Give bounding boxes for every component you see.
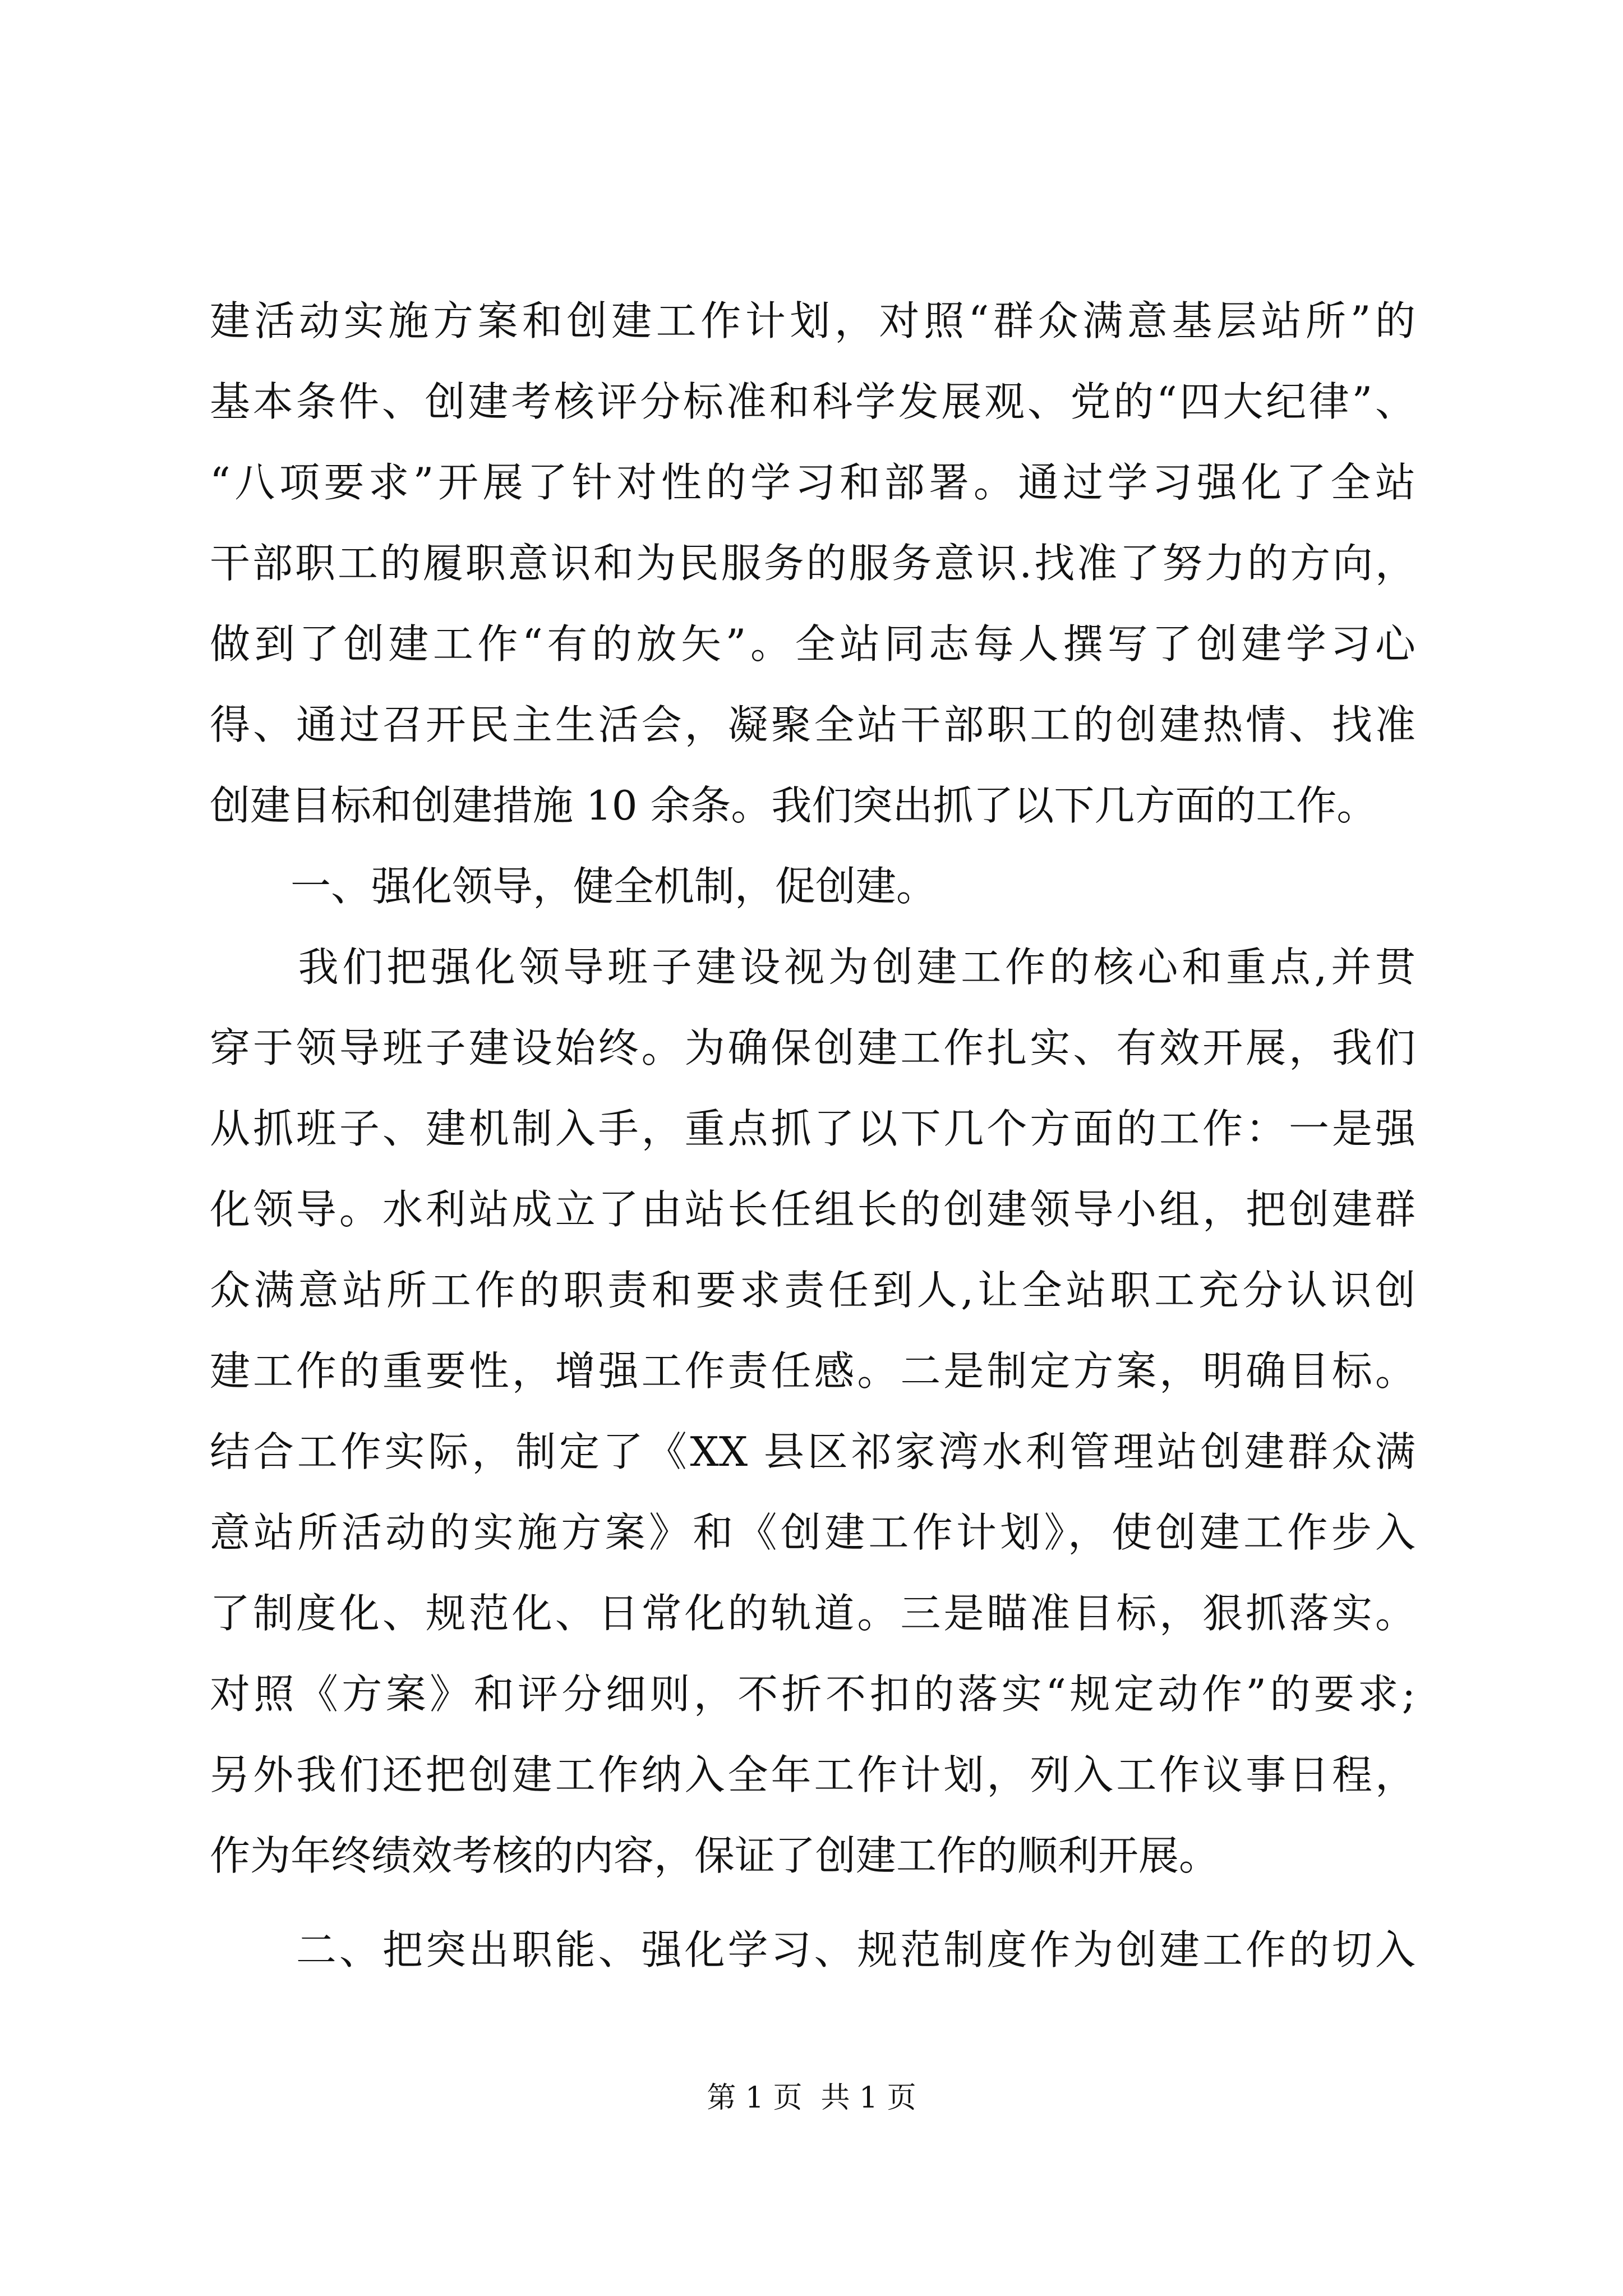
section-heading-2: 二、把突出职能、强化学习、规范制度作为创建工作的切入	[210, 1926, 1415, 1973]
section-heading-1: 一、强化领导，健全机制，促创建。	[210, 863, 937, 910]
text-line-15: 结合工作实际，制定了《XX 县区祁家湾水利管理站创建群众满	[210, 1428, 1415, 1475]
text-line-20: 作为年终绩效考核的内容，保证了创建工作的顺利开展。	[210, 1832, 1220, 1879]
text-line-4: 干部职工的履职意识和为民服务的服务意识.找准了努力的方向，	[210, 540, 1415, 587]
text-line-13: 众满意站所工作的职责和要求责任到人,让全站职工充分认识创	[210, 1267, 1415, 1314]
text-line-11: 从抓班子、建机制入手，重点抓了以下几个方面的工作：一是强	[210, 1105, 1415, 1152]
page-number-footer: 第 1 页 共 1 页	[707, 2081, 916, 2115]
text-line-16: 意站所活动的实施方案》和《创建工作计划》，使创建工作步入	[210, 1509, 1415, 1556]
text-line-5: 做到了创建工作“有的放矢”。全站同志每人撰写了创建学习心	[210, 620, 1415, 668]
text-line-19: 另外我们还把创建工作纳入全年工作计划，列入工作议事日程，	[210, 1751, 1415, 1798]
text-line-10: 穿于领导班子建设始终。为确保创建工作扎实、有效开展，我们	[210, 1024, 1415, 1071]
text-line-14: 建工作的重要性，增强工作责任感。二是制定方案，明确目标。	[210, 1347, 1415, 1395]
text-line-1: 建活动实施方案和创建工作计划，对照“群众满意基层站所”的	[210, 297, 1415, 344]
text-line-6: 得、通过召开民主生活会，凝聚全站干部职工的创建热情、找准	[210, 701, 1415, 748]
text-line-12: 化领导。水利站成立了由站长任组长的创建领导小组，把创建群	[210, 1186, 1415, 1233]
body-text	[210, 280, 1415, 1990]
text-line-3: “八项要求”开展了针对性的学习和部署。通过学习强化了全站	[210, 459, 1415, 506]
text-line-9: 我们把强化领导班子建设视为创建工作的核心和重点,并贯	[210, 944, 1415, 991]
text-line-2: 基本条件、创建考核评分标准和科学发展观、党的“四大纪律”、	[210, 378, 1415, 425]
text-line-18: 对照《方案》和评分细则，不折不扣的落实“规定动作”的要求;	[210, 1671, 1415, 1718]
text-line-17: 了制度化、规范化、日常化的轨道。三是瞄准目标，狠抓落实。	[210, 1590, 1415, 1637]
text-line-7: 创建目标和创建措施 10 余条。我们突出抓了以下几方面的工作。	[210, 782, 1377, 829]
